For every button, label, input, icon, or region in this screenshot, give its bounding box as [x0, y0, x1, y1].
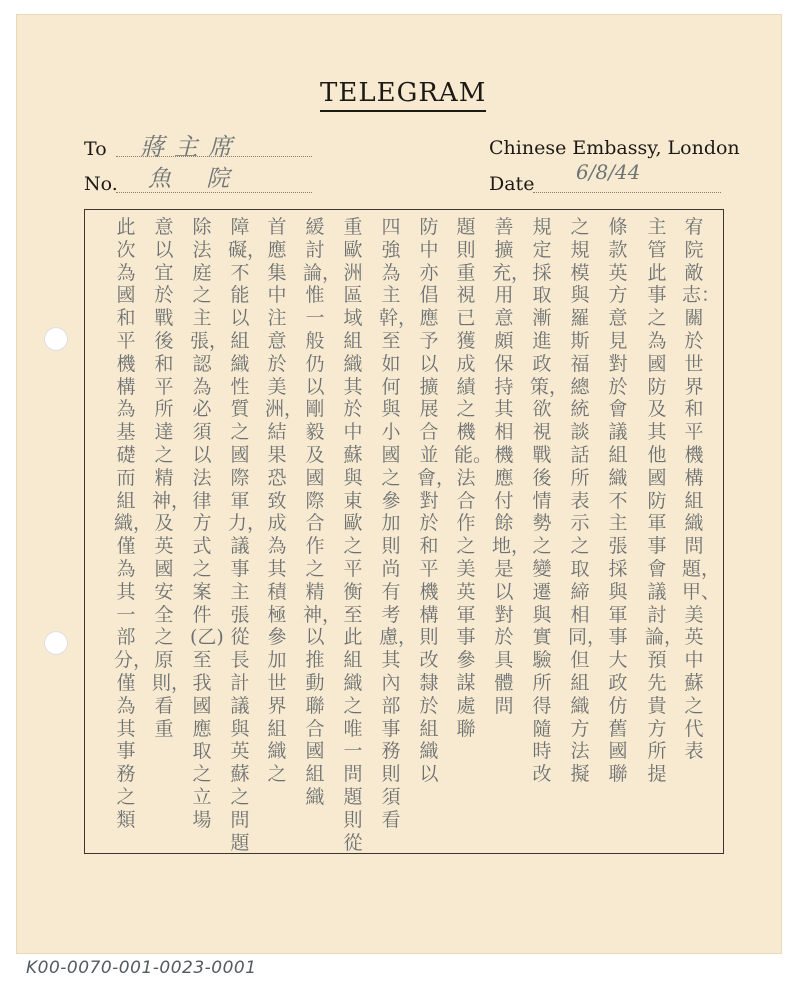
sender-label: Chinese Embassy, London: [489, 137, 740, 159]
message-column: 宥院敵志：關於世界和平機構組織問題，甲、美英中蘇之代表: [682, 216, 721, 763]
date-label: Date: [489, 173, 535, 195]
to-label: To: [84, 138, 107, 160]
message-column: 條款英方意見對於會議組織不主張採與軍事大政仿舊國聯: [608, 216, 628, 786]
no-value: 魚 院: [148, 166, 244, 192]
telegram-title: TELEGRAM: [320, 78, 486, 112]
punch-hole-top: [44, 327, 68, 351]
message-column: 規定採取漸進政策，欲視戰後情勢之變遷與實驗所得隨時改: [530, 216, 569, 786]
message-column: 防中亦倡應予以擴展合並會，對於和平機構則改隸於組織以: [417, 216, 456, 786]
message-column: 意以宜於戰後和平所達之精神，及英國安全之原則，看重: [152, 216, 191, 740]
no-label: No.: [84, 173, 118, 195]
message-column: 善擴充，用意頗保持其相機應付餘地，是以對於具體問: [492, 216, 531, 717]
message-column: 緩討論，惟一般仍以剛毅及國際合作之精神，以推動聯合國組織: [303, 216, 342, 808]
date-line: [533, 192, 721, 193]
message-column: 主管此事之為國防及其他國防軍事會議討論，預先貴方所提: [645, 216, 684, 786]
message-column: 四強為主幹，至如何與小國之參加則尚有考慮，其內部事務則須看: [379, 216, 418, 831]
message-column: 之規模與羅斯福總統談話所表示之取締相同，但組織方法擬: [568, 216, 607, 786]
date-value: 6/8/44: [576, 160, 641, 184]
punch-hole-bottom: [44, 631, 68, 655]
message-column: 此次為國和平機構為基礎而組織，僅為其一部分，僅為其事務之類: [114, 216, 153, 831]
message-column: 除法庭之主張，認為必須以法律方式之案件(乙)至我國應取之立場: [190, 216, 229, 831]
message-column: 重歐洲區域組織其於中蘇與東歐之平衡至此組織之唯一問題則從: [343, 216, 363, 854]
message-column: 障礙，不能以組織性質之國際軍力，議事主張從長計議與英蘇之問題: [228, 216, 267, 854]
message-column: 首應集中注意於美洲，結果恐致成為其積極參加世界組織之: [265, 216, 304, 786]
to-value: 蔣主席: [140, 133, 242, 161]
message-column: 題則重視已獲成績之機能。法合作之美英軍事參謀處聯: [454, 216, 493, 740]
archive-number: K00-0070-001-0023-0001: [26, 958, 257, 978]
